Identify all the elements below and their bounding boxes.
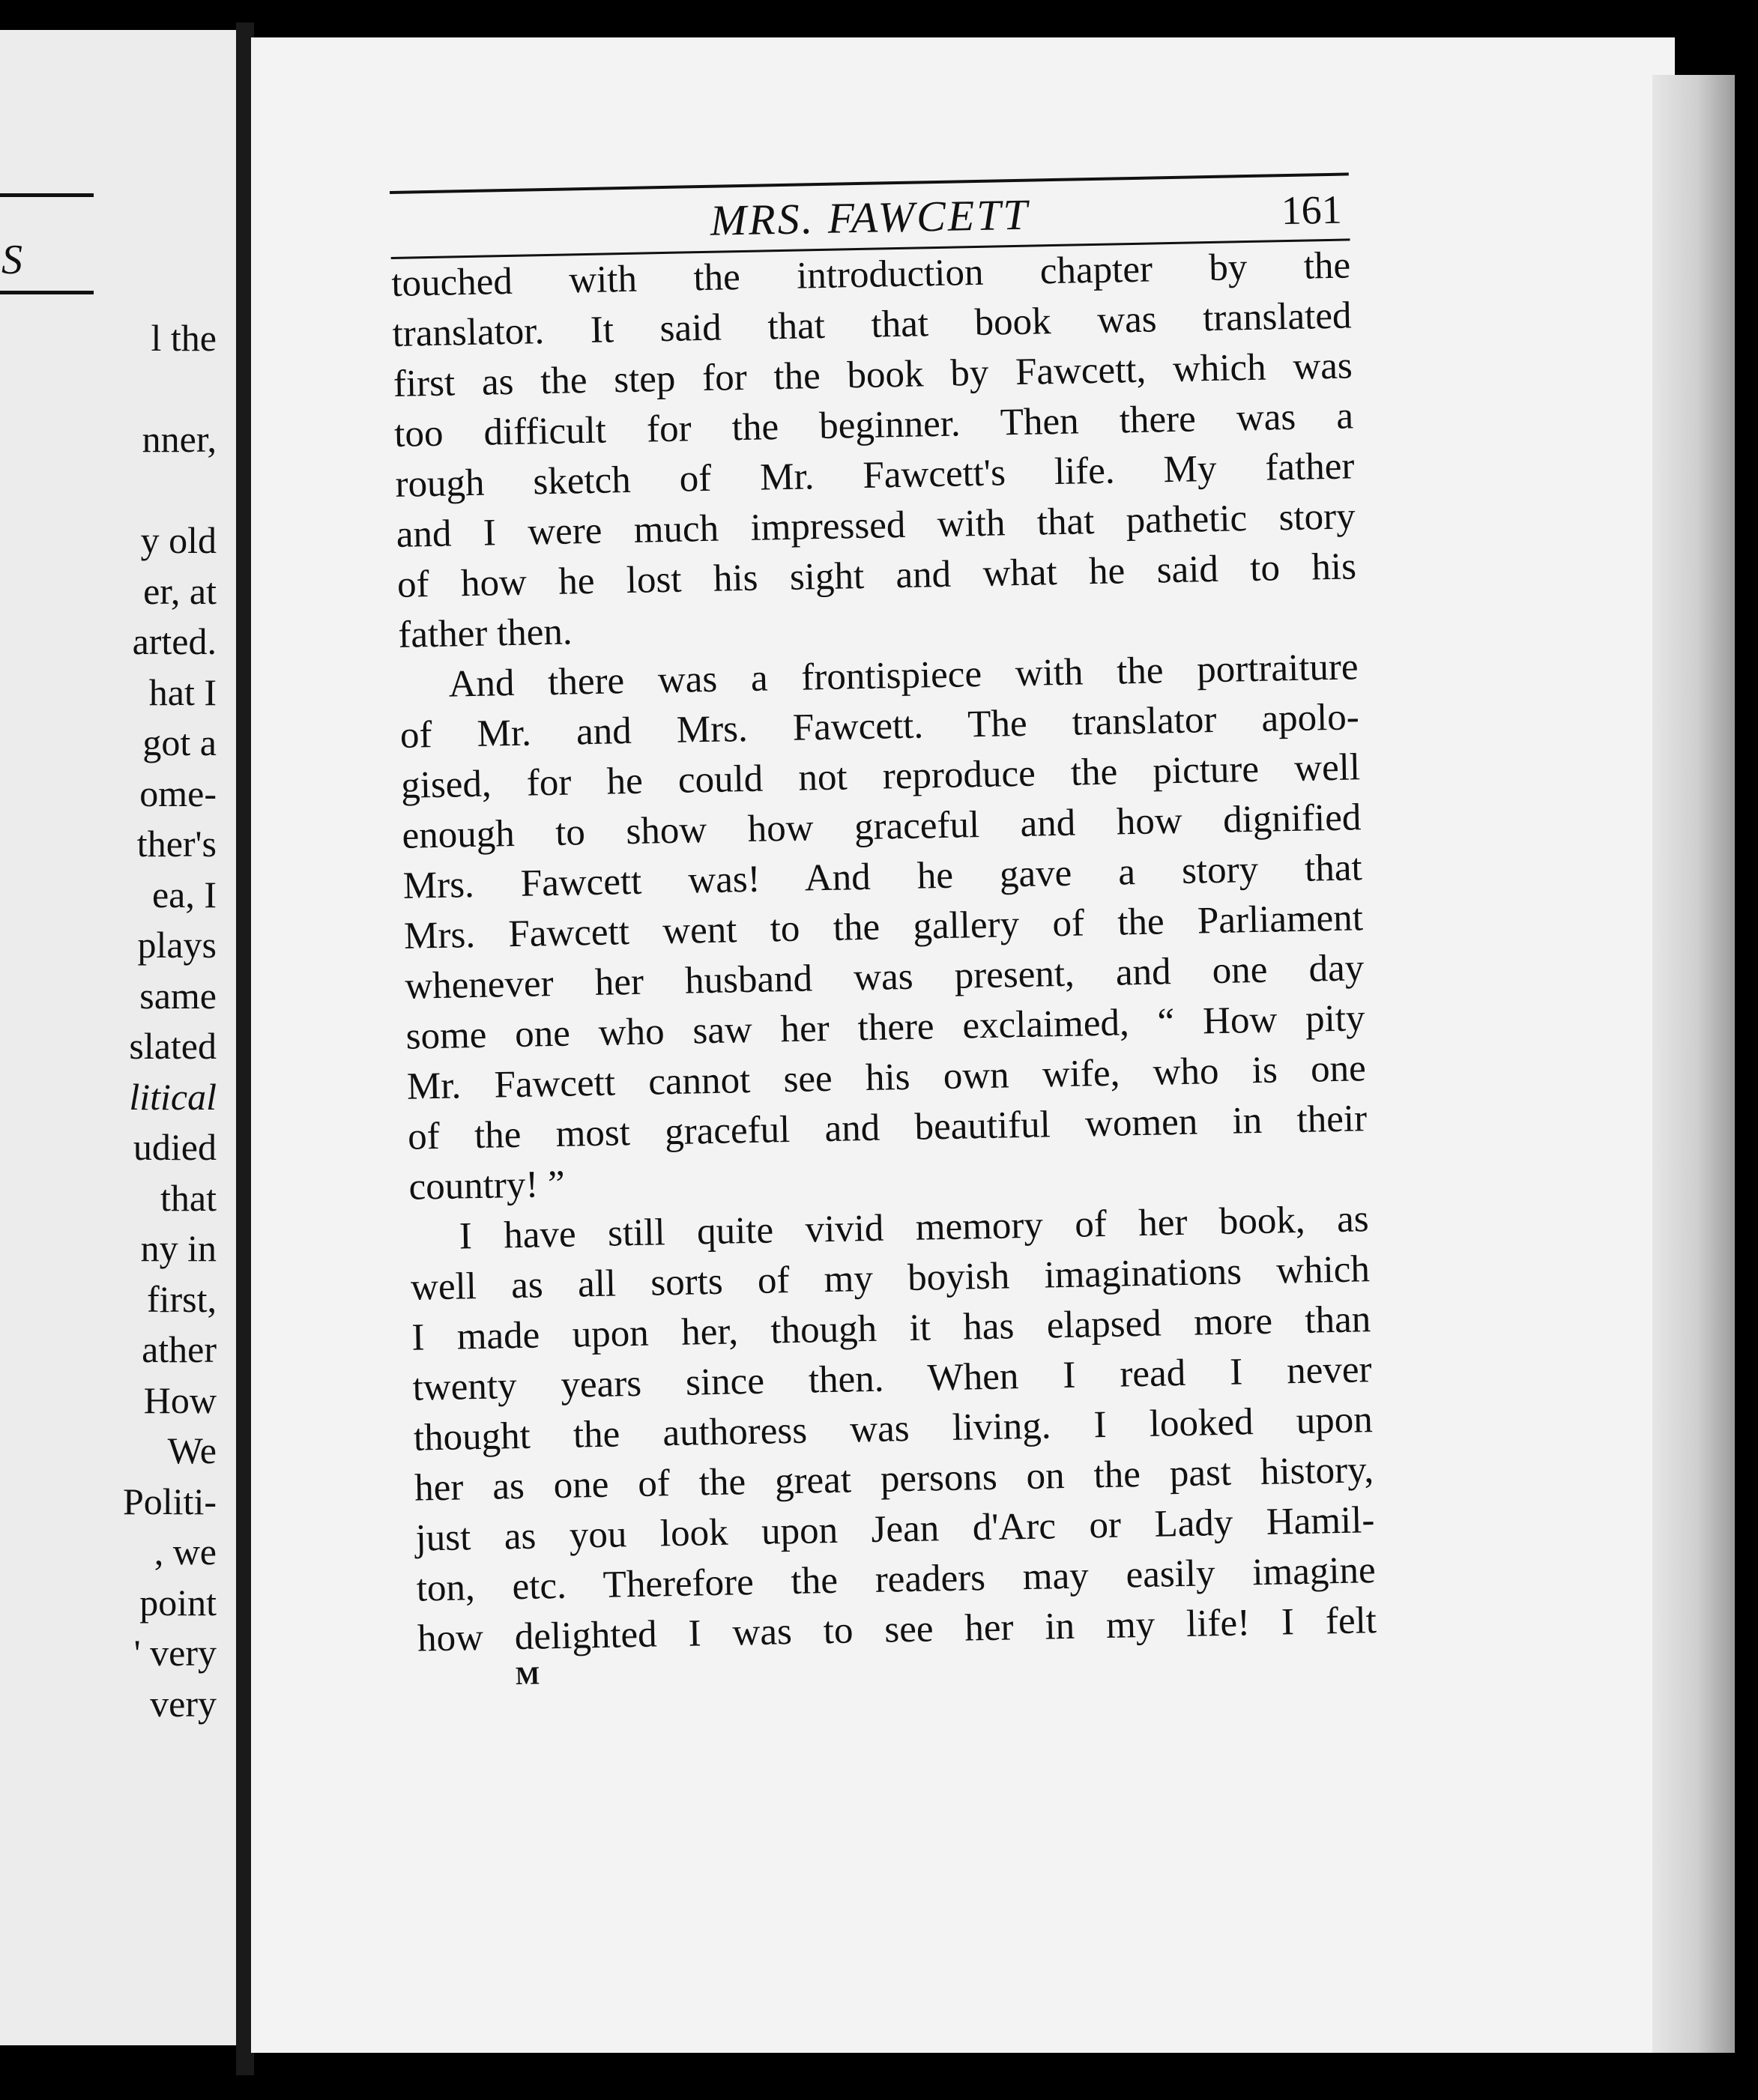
page-edge-shadow — [1652, 75, 1735, 2053]
left-header-rule-top — [0, 193, 94, 197]
left-line-fragment: point — [139, 1581, 217, 1624]
left-line-fragment: We — [167, 1429, 217, 1471]
left-line-fragment: first, — [146, 1277, 217, 1320]
left-line-fragment: hat I — [148, 671, 217, 713]
left-line-fragment: slated — [129, 1025, 217, 1067]
text-line: thought the authoress was living. I looked upon — [413, 1399, 1374, 1459]
text-line: And there was a frontispiece with the portraiture — [448, 646, 1359, 706]
previous-page — [0, 30, 241, 2045]
left-page-text — [123, 313, 217, 1729]
text-line: ton, etc. Therefore the readers may easily imagine — [416, 1549, 1377, 1610]
left-line-fragment: er, at — [143, 569, 217, 612]
text-line: father then. — [397, 611, 573, 656]
text-line: Mrs. Fawcett was! And he gave a story that — [402, 847, 1363, 907]
left-line-fragment: , we — [154, 1531, 217, 1573]
left-line-fragment — [123, 465, 217, 516]
left-line-fragment: arted. — [132, 620, 217, 662]
text-line: of how he lost his sight and what he said to his — [396, 545, 1357, 606]
text-line: too difficult for the beginner. Then there was a — [393, 395, 1354, 456]
left-line-fragment: that — [160, 1176, 217, 1219]
left-line-fragment: very — [150, 1682, 217, 1725]
text-line: country! ” — [408, 1163, 566, 1208]
left-line-fragment: udied — [133, 1126, 217, 1168]
text-line: translator. It said that that book was translated — [392, 294, 1352, 355]
left-line-fragment: litical — [129, 1075, 217, 1118]
left-line-fragment: same — [139, 974, 217, 1017]
body-text — [391, 240, 1377, 1664]
left-line-fragment: ea, I — [151, 873, 217, 916]
left-line-fragment: How — [143, 1379, 217, 1421]
text-line: of Mr. and Mrs. Fawcett. The translator apolo- — [399, 696, 1360, 757]
page-number: 161 — [1281, 187, 1343, 234]
text-line: touched with the introduction chapter by the — [390, 244, 1351, 305]
text-line: gised, for he could not reproduce the picture well — [400, 746, 1361, 807]
running-head-title: MRS. FAWCETT — [710, 190, 1030, 245]
left-header-rule-bottom — [0, 291, 94, 294]
left-line-fragment: Politi- — [122, 1480, 217, 1522]
text-line: twenty years since then. When I read I never — [412, 1349, 1372, 1409]
left-line-fragment: nner, — [142, 418, 217, 460]
text-line: I have still quite vivid memory of her book, as — [459, 1198, 1370, 1258]
text-line: some one who saw her there exclaimed, “ How pity — [405, 997, 1365, 1058]
left-line-fragment: l the — [151, 317, 217, 359]
text-line: well as all sorts of my boyish imaginations which — [410, 1248, 1371, 1309]
left-line-fragment: ny in — [140, 1227, 217, 1269]
left-line-fragment: ather — [142, 1328, 217, 1370]
left-line-fragment: got a — [142, 721, 217, 763]
text-line: rough sketch of Mr. Fawcett's life. My father — [394, 445, 1355, 506]
text-line: Mr. Fawcett cannot see his own wife, who is one — [406, 1047, 1367, 1108]
text-line: of the most graceful and beautiful women in their — [407, 1098, 1368, 1158]
left-line-fragment — [123, 364, 217, 415]
left-line-fragment: ome- — [139, 772, 217, 814]
text-line: and I were much impressed with that pathetic story — [396, 495, 1356, 556]
text-line: Mrs. Fawcett went to the gallery of the Parliament — [403, 897, 1364, 957]
text-line: I made upon her, though it has elapsed more than — [411, 1298, 1371, 1359]
left-line-fragment: plays — [137, 924, 217, 966]
text-line: her as one of the great persons on the past history, — [414, 1449, 1374, 1510]
text-line: whenever her husband was present, and one day — [404, 947, 1365, 1008]
signature-mark: M — [515, 1662, 540, 1691]
page-content — [390, 172, 1377, 1691]
text-line: first as the step for the book by Fawcett, which was — [393, 345, 1353, 405]
left-line-fragment: ' very — [133, 1632, 217, 1674]
left-line-fragment: ther's — [136, 823, 217, 865]
text-line: enough to show how graceful and how dignified — [401, 796, 1362, 857]
left-line-fragment: y old — [140, 519, 217, 561]
text-line: just as you look upon Jean d'Arc or Lady Hamil- — [414, 1499, 1375, 1560]
left-running-head-fragment: S — [1, 237, 22, 283]
text-line: how delighted I was to see her in my life! I felt — [417, 1600, 1377, 1660]
